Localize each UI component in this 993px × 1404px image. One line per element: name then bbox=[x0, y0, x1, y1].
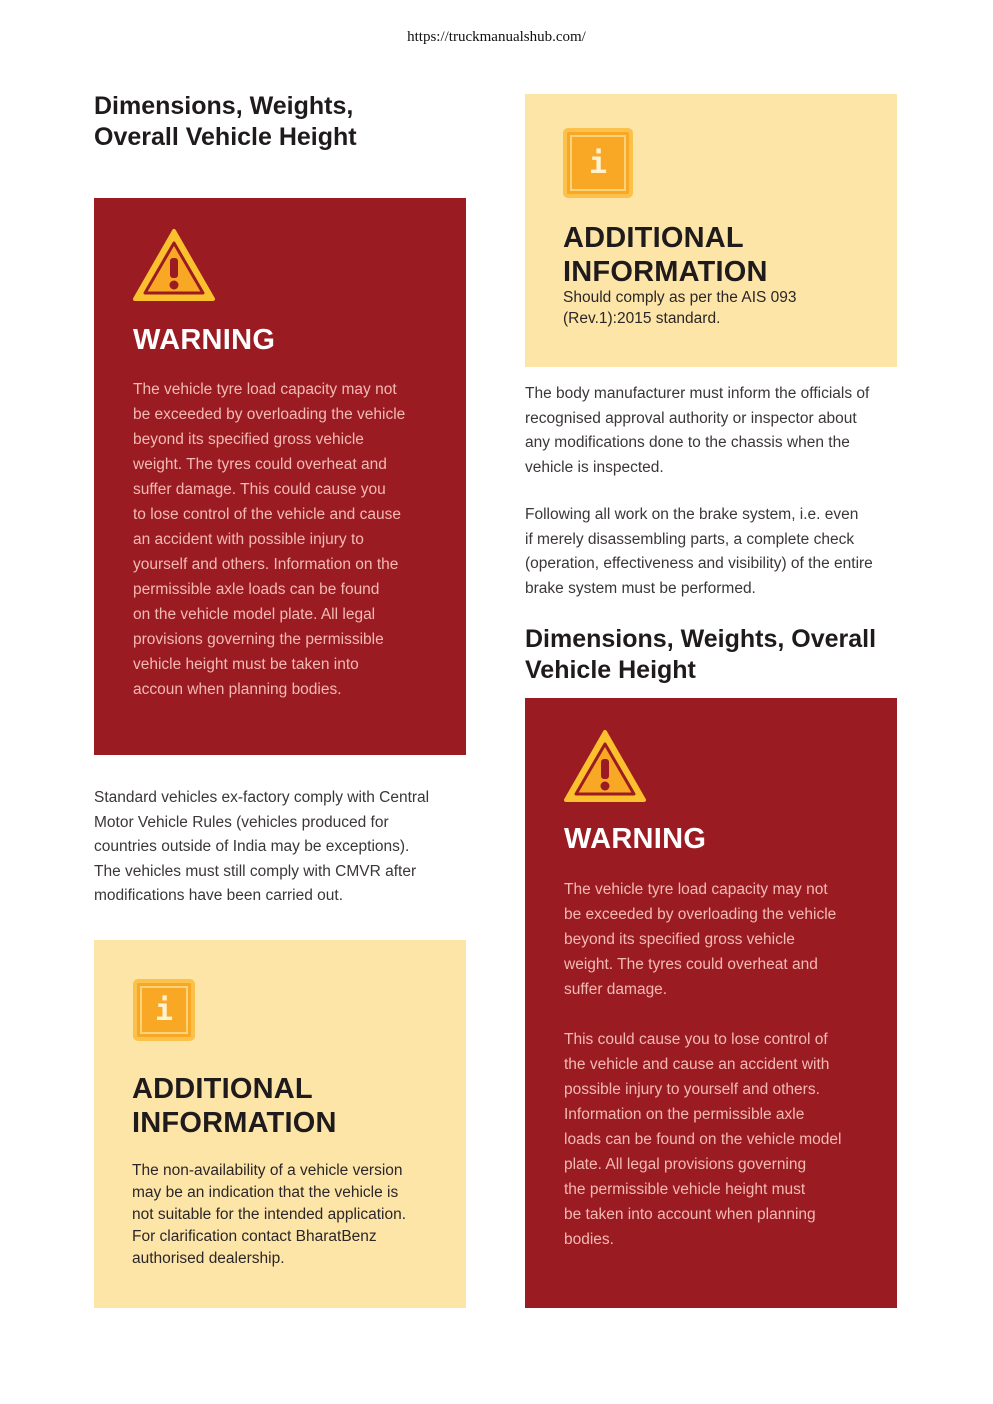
text-line: The vehicle tyre load capacity may not bbox=[564, 881, 828, 898]
warning-title: WARNING bbox=[564, 823, 707, 855]
text-line: an accident with possible injury to bbox=[133, 531, 364, 548]
info-text bbox=[132, 1160, 406, 1270]
left-info-box bbox=[94, 940, 466, 1308]
text-line: The non-availability of a vehicle version bbox=[132, 1162, 403, 1179]
text-line: yourself and others. Information on the bbox=[133, 556, 399, 573]
text-line: suffer damage. This could cause you bbox=[133, 481, 386, 498]
title-line: INFORMATION bbox=[563, 256, 768, 288]
left-warning-box bbox=[94, 198, 466, 755]
warning-text bbox=[564, 877, 836, 1002]
cmvr-paragraph bbox=[94, 786, 429, 909]
text-line: (operation, effectiveness and visibility) of the entire bbox=[525, 555, 873, 572]
text-line: (Rev.1):2015 standard. bbox=[563, 310, 721, 327]
text-line: be taken into account when planning bbox=[564, 1206, 816, 1223]
text-line: weight. The tyres could overheat and bbox=[133, 456, 387, 473]
body-manufacturer-paragraph bbox=[525, 382, 869, 480]
text-line: bodies. bbox=[564, 1231, 614, 1248]
text-line: suffer damage. bbox=[564, 981, 668, 998]
text-line: on the vehicle model plate. All legal bbox=[133, 606, 376, 623]
warning-triangle-icon bbox=[132, 228, 216, 302]
heading-line: Dimensions, Weights, bbox=[94, 92, 354, 120]
text-line: the vehicle and cause an accident with bbox=[564, 1056, 830, 1073]
text-line: to lose control of the vehicle and cause bbox=[133, 506, 401, 523]
warning-text bbox=[564, 1027, 841, 1252]
text-line: possible injury to yourself and others. bbox=[564, 1081, 820, 1098]
info-glyph: i bbox=[154, 993, 174, 1028]
heading-line: Vehicle Height bbox=[525, 656, 696, 684]
text-line: The vehicles must still comply with CMVR after bbox=[94, 862, 417, 880]
warning-title: WARNING bbox=[133, 324, 276, 356]
heading-line: Dimensions, Weights, Overall bbox=[525, 625, 877, 653]
text-line: countries outside of India may be exceptions). bbox=[94, 838, 410, 855]
warning-triangle-icon bbox=[563, 729, 647, 803]
text-line: Motor Vehicle Rules (vehicles produced for bbox=[94, 813, 389, 831]
text-line: provisions governing the permissible bbox=[133, 631, 384, 648]
text-line: brake system must be performed. bbox=[525, 579, 756, 597]
text-line: This could cause you to lose control of bbox=[564, 1031, 828, 1048]
text-line: Should comply as per the AIS 093 bbox=[563, 289, 797, 306]
text-line: be exceeded by overloading the vehicle bbox=[133, 406, 406, 423]
title-line: ADDITIONAL bbox=[563, 222, 744, 254]
text-line: modifications have been carried out. bbox=[94, 887, 344, 904]
text-line: if merely disassembling parts, a complete check bbox=[525, 530, 855, 548]
text-line: recognised approval authority or inspector about bbox=[525, 409, 857, 427]
right-warning-box bbox=[525, 698, 897, 1308]
text-line: beyond its specified gross vehicle bbox=[133, 431, 364, 448]
text-line: accoun when planning bodies. bbox=[133, 681, 342, 698]
text-line: beyond its specified gross vehicle bbox=[564, 931, 795, 948]
text-line: any modifications done to the chassis when the bbox=[525, 434, 850, 451]
right-info-box bbox=[525, 94, 897, 367]
text-line: For clarification contact BharatBenz bbox=[132, 1228, 377, 1245]
text-line: vehicle height must be taken into bbox=[133, 656, 359, 673]
info-text bbox=[563, 287, 797, 329]
warning-text bbox=[133, 377, 405, 702]
text-line: loads can be found on the vehicle model bbox=[564, 1131, 842, 1148]
text-line: be exceeded by overloading the vehicle bbox=[564, 906, 837, 923]
title-line: ADDITIONAL bbox=[132, 1073, 313, 1105]
title-line: INFORMATION bbox=[132, 1107, 337, 1139]
text-line: the permissible vehicle height must bbox=[564, 1181, 806, 1198]
text-line: weight. The tyres could overheat and bbox=[564, 956, 818, 973]
text-line: The body manufacturer must inform the officials of bbox=[525, 385, 870, 402]
text-line: authorised dealership. bbox=[132, 1250, 285, 1267]
text-line: Information on the permissible axle bbox=[564, 1106, 805, 1123]
text-line: vehicle is inspected. bbox=[525, 458, 664, 476]
page-url: https://truckmanualshub.com/ bbox=[407, 29, 586, 45]
info-title bbox=[132, 1072, 337, 1140]
text-line: plate. All legal provisions governing bbox=[564, 1156, 807, 1173]
info-icon bbox=[133, 979, 195, 1041]
text-line: Standard vehicles ex-factory comply with Central bbox=[94, 789, 430, 806]
text-line: may be an indication that the vehicle is bbox=[132, 1184, 399, 1201]
text-line: The vehicle tyre load capacity may not bbox=[133, 381, 397, 398]
text-line: Following all work on the brake system, i.e. even bbox=[525, 506, 859, 523]
text-line: not suitable for the intended application. bbox=[132, 1206, 407, 1223]
brake-system-paragraph bbox=[525, 503, 873, 601]
info-title bbox=[563, 221, 768, 289]
right-section-heading bbox=[525, 624, 876, 686]
info-glyph: i bbox=[588, 146, 608, 181]
info-icon bbox=[563, 128, 633, 198]
text-line: permissible axle loads can be found bbox=[133, 581, 380, 598]
heading-line: Overall Vehicle Height bbox=[94, 123, 357, 151]
left-section-heading bbox=[94, 91, 357, 153]
